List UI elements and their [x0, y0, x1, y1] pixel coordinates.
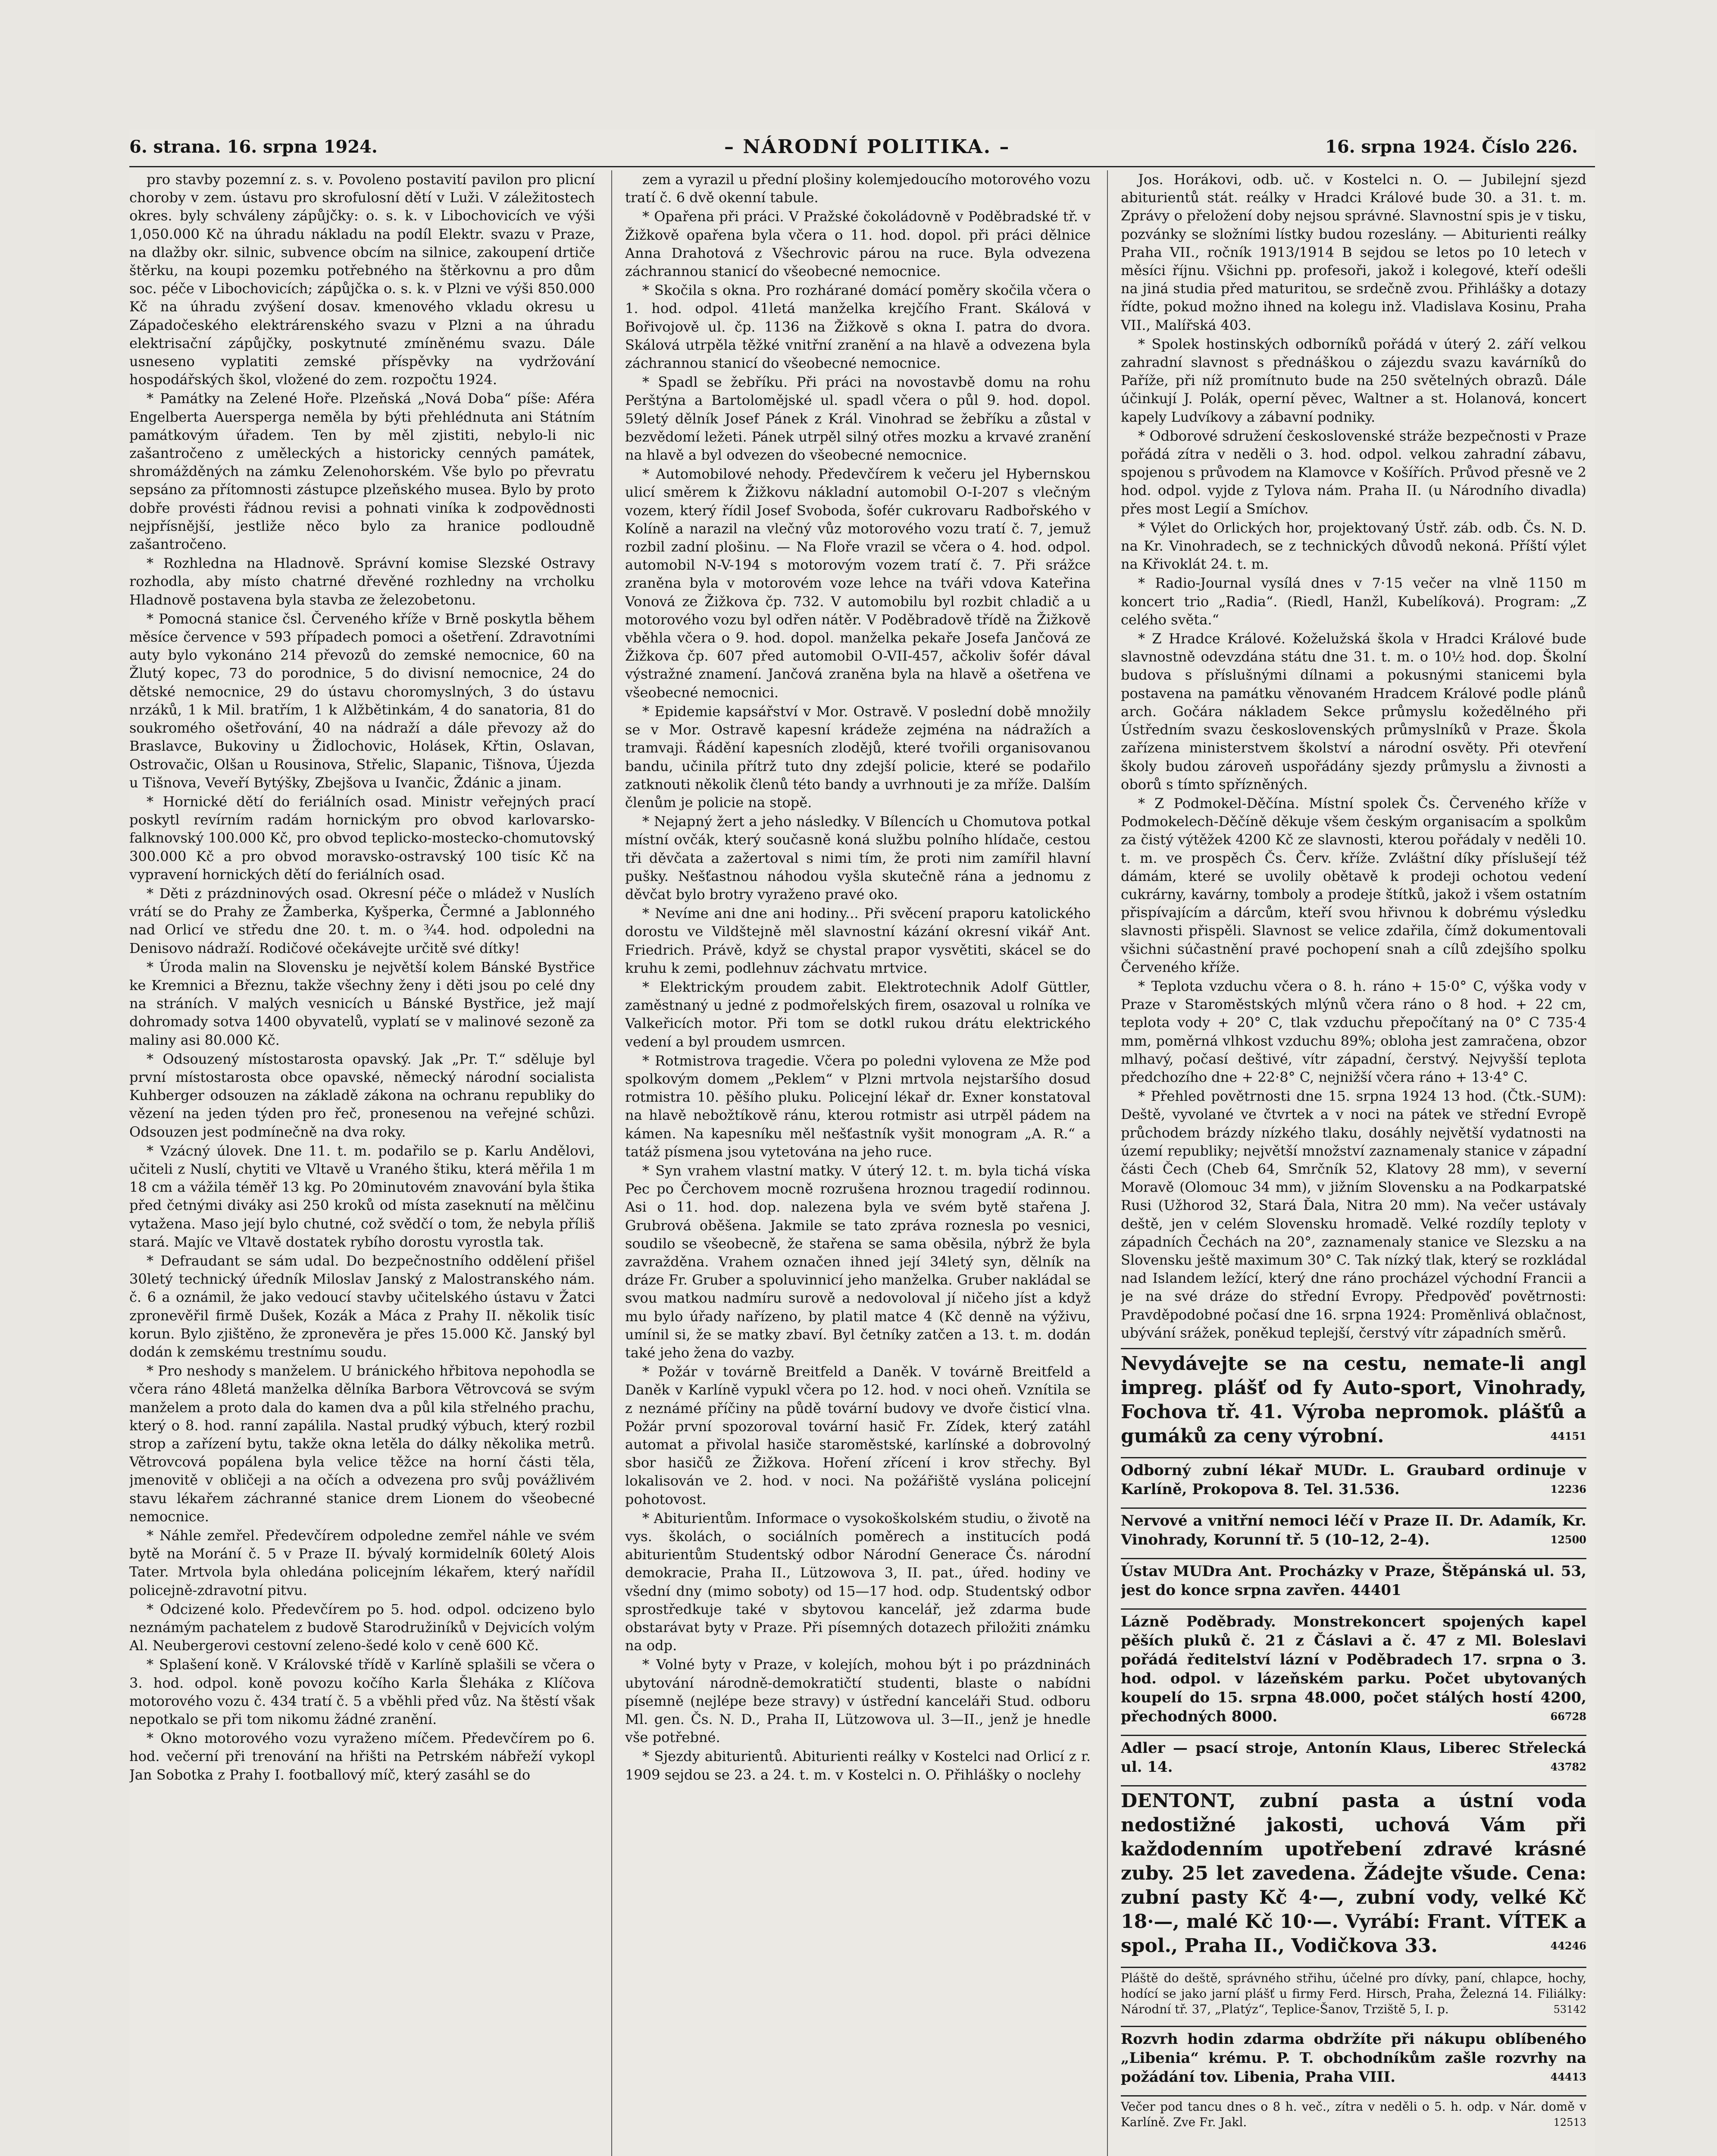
article-paragraph: * Spolek hostinských odborníků pořádá v úterý 2. září velkou zahradní slavnost s přednáškou o zájezdu svazu kavárníků do Paříže, při níž promítnuto bude na 250 světelných obrazů. Dále účinkují J. Polák, operní pěvec, Waltner a st. Holanová, koncert kapely Ludvíkovy a zábavní podniky. [1121, 335, 1586, 425]
article-paragraph: * Děti z prázdninových osad. Okresní péče o mládež v Nuslích vrátí se do Prahy ze Žamberka, Kyšperka, Čermné a Jablonného nad Orlicí ve středu dne 20. t. m. o ¾4. hod. odpoledni na Denisovo nádraží. Rodičové očekávejte určitě své dítky! [129, 885, 595, 956]
article-paragraph: * Požár v továrně Breitfeld a Daněk. V továrně Breitfeld a Daněk v Karlíně vypukl včera po 12. hod. v noci oheň. Vznítila se z neznámé příčiny na půdě tovární budovy ve dvoře čisticí vlna. Požár první spozoroval tovární hasič Fr. Zídek, který zatáhl automat a přivolal hasiče staroměstské, karlínské a dobrovolný sbor hasičů ze Žižkova. Hoření zřícení i krov střechy. Byl lokalisován ve 2. hod. v noci. Na požářiště vyslána policejní pohotovost. [625, 1363, 1091, 1507]
advertisement [1121, 1558, 1586, 1602]
advertisement [1121, 1785, 1586, 1961]
ad-text: Odborný zubní lékař MUDr. L. Graubard ordinuje v Karlíně, Prokopova 8. Tel. 31.536. [1121, 1462, 1586, 1498]
article-paragraph: * Okno motorového vozu vyraženo míčem. Předevčírem po 6. hod. večerní při trenování na hřišti na Petrském nábřeží vykopl Jan Sobotka z Prahy I. footballový míč, který zasáhl se do [129, 1730, 595, 1783]
article-paragraph: * Odcizené kolo. Předevčírem po 5. hod. odpol. odcizeno bylo neznámým pachatelem z budově Starodružiníků v Dejvicích volým Al. Neubergerovi cestovní zeleno-šedé kolo v ceně 600 Kč. [129, 1601, 595, 1654]
article-paragraph: * Teplota vzduchu včera o 8. h. ráno + 15·0° C, výška vody v Praze v Staroměstských mlýnů včera ráno o 8 hod. + 22 cm, teplota vody + 20° C, tlak vzduchu přepočítaný na 0° C 735·4 mm, poměrná vlhkost vzduchu 89%; obloha jest zamračena, obzor mlhavý, počasí deštivé, vítr západní, čerstvý. Nejvyšší teplota předchozího dne + 22·8° C, nejnižší včera ráno + 13·4° C. [1121, 978, 1586, 1085]
advertisement [1121, 2095, 1586, 2133]
masthead-title: – NÁRODNÍ POLITIKA. – [724, 135, 1010, 158]
article-paragraph: * Opařena při práci. V Pražské čokoládovně v Poděbradské tř. v Žižkově opařena byla včera o 11. hod. dopol. při práci dělnice Anna Drahotová z Všechrovic párou na ruce. Byla odvezena záchrannou stanicí do všeobecné nemocnice. [625, 208, 1091, 280]
article-paragraph: * Pro neshody s manželem. U bránického hřbitova nepohodla se včera ráno 48letá manželka dělníka Barbora Větrovcová se svým manželem a proto dala do kamen dva a půl kila střelného prachu, který o 8. hod. ranní zapálila. Nastal prudký výbuch, který rozbil strop a zařízení bytu, takže okna letěla do dálky několika metrů. Větrovcová popálena byla velice těžce na horní části těla, jmenovitě v obličeji a na očích a odvezena pro svůj povážlivém stavu lékařem záchranné stanice drem Lionem do všeobecné nemocnice. [129, 1363, 595, 1525]
article-paragraph: * Odsouzený místostarosta opavský. Jak „Pr. T.“ sděluje byl první místostarosta obce opavské, německý národní socialista Kuhberger odsouzen na základě zákona na ochranu republiky do vězení na jeden týden pro řeč, pronesenou na veřejné schůzi. Odsouzen jest podmínečně na dva roky. [129, 1050, 595, 1140]
article-paragraph: * Defraudant se sám udal. Do bezpečnostního oddělení přišel 30letý technický úředník Miloslav Janský z Malostranského nám. č. 6 a oznámil, že jako vedoucí stavby učitelského ústavu v Žatci zpronevěřil firmě Dušek, Kozák a Máca z Prahy II. několik tisíc korun. Bylo zjištěno, že zpronevěra je přes 15.000 Kč. Janský byl dodán k zemskému trestnímu soudu. [129, 1252, 595, 1360]
advertisement [1121, 2026, 1586, 2089]
article-paragraph: * Spadl se žebříku. Při práci na novostavbě domu na rohu Perštýna a Bartolomějské ul. spadl včera o půl 9. hod. dopol. 59letý dělník Josef Pánek z Král. Vinohrad se žebříku a zůstal v bezvědomí ležeti. Pánek utrpěl silný otřes mozku a krvavé zranění na hlavě a byl odvezen do všeobecné nemocnice. [625, 374, 1091, 464]
article-paragraph: * Abiturientům. Informace o vysokoškolském studiu, o životě na vys. školách, o sociálních poměrech a institucích podá abiturientům Studentský odbor Národní Generace Čs. národní demokracie, Praha II., Lützowova 3, II. pat., úřed. hodiny ve všední dny (mimo soboty) od 15—17 hod. odp. Studentský odbor sprostředkuje také v sbytovou kancelář, jež zdarma bude obstarávat byty v Praze. Při písemných dotazech přiložiti známku na odp. [625, 1510, 1091, 1654]
ad-text: Rozvrh hodin zdarma obdržíte při nákupu oblíbeného „Libenia“ krému. P. T. obchodníkům zašle rozvrhy na požádání tov. Libenia, Praha VIII. [1121, 2031, 1586, 2086]
article-paragraph: * Nevíme ani dne ani hodiny... Při svěcení praporu katolického dorostu ve Vildštejně měl slavnostní kázání okresní vikář Ant. Friedrich. Právě, když se chystal prapor vysvětiti, skácel se do kruhu k zemi, podlehnuv záchvatu mrtvice. [625, 905, 1091, 976]
article-paragraph: * Nejapný žert a jeho následky. V Bílencích u Chomutova potkal místní ovčák, který současně koná službu polního hlídače, cestou tři děvčata a zažertoval s nimi tím, že proti nim zamířil hlavní pušky. Nešťastnou náhodou vyšla skutečně rána a jednomu z děvčat bylo brotry vyraženo pravé oko. [625, 813, 1091, 903]
article-paragraph: * Výlet do Orlických hor, projektovaný Ústř. záb. odb. Čs. N. D. na Kr. Vinohradech, se z technických důvodů nekoná. Příští výlet na Křivoklát 24. t. m. [1121, 519, 1586, 573]
article-paragraph: * Automobilové nehody. Předevčírem k večeru jel Hybernskou ulicí směrem k Žižkovu nákladní automobil O-I-207 s vlečným vozem, který řídil Josef Svoboda, šofér cukrovaru Radbořského v Kolíně a narazil na vlečný vůz motorového vozu tratí č. 7, jemuž rozbil zadní plošinu. — Na Floře vrazil se včera o 4. hod. odpol. automobil N-V-194 s motorovým vozem tratí č. 7. Při srážce zraněna byla v motorovém voze lehce na tváři vdova Kateřina Vonová ze Žižkova čp. 732. V automobilu byl rozbit chladič a u motorového vozu byl odřen nátěr. V Poděbradově třídě na Žižkově vběhla včera o 9. hod. dopol. manželka pekaře Josefa Jančová ze Žižkova čp. 607 před automobil O-VII-457, ačkoliv šofér dával výstražné znamení. Jančová zraněna byla na hlavě a ošetřena ve všeobecné nemocnici. [625, 466, 1091, 701]
article-paragraph: * Přehled povětrnosti dne 15. srpna 1924 13 hod. (Čtk.-SUM): Deště, vyvolané ve čtvrtek a v noci na pátek ve střední Evropě průchodem brázdy nízkého tlaku, dosáhly největší vydatnosti na území republiky; největší množství zaznamenaly stanice v západní části Čech (Cheb 64, Smrčník 52, Klatovy 28 mm), v severní Moravě (Olomouc 34 mm), v jižním Slovensku a na Podkarpatské Rusi (Užhorod 32, Stará Ďala, Nitra 20 mm). Na večer ustávaly deště, jen v celém Slovensku hromadě. Velké rozdíly teploty v západních Čechách na 20°, zaznamenaly stanice ve Slezsku a na Slovensku ještě maximum 30° C. Tak nízký tlak, který se rozkládal nad Islandem ležící, který dne ráno procházel východní Francii a je na své dráze do střední Evropy. Předpověď povětrnosti: Pravděpodobné počasí dne 16. srpna 1924: Proměnlivá oblačnost, ubývání srážek, poněkud teplejší, čerstvý vítr západních směrů. [1121, 1088, 1586, 1341]
article-paragraph: * Rozhledna na Hladnově. Správní komise Slezské Ostravy rozhodla, aby místo chatrné dřevěné rozhledny na vrcholku Hladnově postavena byla stavba ze železobetonu. [129, 555, 595, 608]
ad-code: 44246 [1550, 1940, 1586, 1952]
advertisements [1121, 1348, 1586, 2133]
article-paragraph: * Odborové sdružení československé stráže bezpečnosti v Praze pořádá zítra v neděli o 3. hod. odpol. velkou zahradní zábavu, spojenou s průvodem na Klamovce v Košířích. Průvod přesně ve 2 hod. odpol. vyjde z Tylova nám. Praha II. (u Národního divadla) přes most Legií a Smíchov. [1121, 427, 1586, 517]
advertisement [1121, 1348, 1586, 1451]
header-left: 6. strana. 16. srpna 1924. [129, 136, 378, 157]
article-paragraph: * Skočila s okna. Pro rozhárané domácí poměry skočila včera o 1. hod. odpol. 41letá manželka krejčího Frant. Skálová v Bořivojově ul. čp. 1136 na Žižkově s okna I. patra do dvora. Skálová utrpěla těžké vnitřní zranění a na hlavě a odvezena byla záchrannou stanicí do všeobecné nemocnice. [625, 282, 1091, 372]
ad-code: 43782 [1550, 1761, 1586, 1773]
ad-text: DENTONT, zubní pasta a ústní voda nedostižné jakosti, uchová Vám při každodenním upotřebení zdravé krásné zuby. 25 let zavedena. Žádejte všude. Cena: zubní pasty Kč 4·—, zubní vody, velké Kč 18·—, malé Kč 10·—. Vyrábí: Frant. VÍTEK a spol., Praha II., Vodičkova 33. [1121, 1790, 1586, 1957]
article-paragraph: * Splašení koně. V Královské třídě v Karlíně splašili se včera o 3. hod. odpol. koně povozu kočího Karla Šleháka z Klíčova motorového vozu č. 434 tratí č. 5 a vběhli před vůz. Na štěstí však nepotkalo se při tom nikomu žádné zranění. [129, 1656, 595, 1728]
advertisement [1121, 1967, 1586, 2020]
ad-code: 66728 [1550, 1710, 1586, 1723]
ad-text: Adler — psací stroje, Antonín Klaus, Liberec Střelecká ul. 14. [1121, 1739, 1586, 1776]
article-paragraph: pro stavby pozemní z. s. v. Povoleno postavití pavilon pro plicní choroby v zem. ústavu pro skrofulosní dětí v Luži. V záležitostech okres. byly schváleny zápůjčky: o. s. k. v Libochovicích ve výši 1,050.000 Kč na úhradu nákladu na podíl Elektr. svazu v Praze, na dlažby okr. silnic, subvence obcím na silnice, zakoupení drtiče štěrku, na koupi pozemku potřebného na štěrkovnu a pro dům soc. péče v Libochovicích; zápůjčka o. s. k. v Plzni ve výši 850.000 Kč na úhradu zvýšení dosav. kmenového vkladu okresu u Západočeského elektrárenského svazu v Plzni a na úhradu elektrisační zápůjčky, poskytnuté zmíněnému svazu. Dále usneseno vyplatiti zemské příspěvky na vydržování hospodářských škol, vložené do zem. rozpočtu 1924. [129, 171, 595, 388]
ad-text: Pláště do deště, správného střihu, účelné pro dívky, paní, chlapce, hochy, hodící se jako jarní plášť u firmy Ferd. Hirsch, Praha, Železná 14. Filiálky: Národní tř. 37, „Platýz“, Teplice-Šanov, Trziště 5, I. p. [1121, 1971, 1586, 2016]
article-paragraph: * Z Podmokel-Děčína. Místní spolek Čs. Červeného kříže v Podmokelech-Děčíně děkuje všem českým organisacím a spolkům za čistý výtěžek 4200 Kč ze slavnosti, kterou pořádaly v neděli 10. t. m. ve prospěch Čs. Červ. kříže. Zvláštní díky příslušejí též dámám, které se uvolily obětavě k prodeji ochotou vedení cukrárny, kavárny, tomboly a prodeje štítků, jakož i všem ostatním přispívajícím a dárcům, kteří svou hřivnou k dobrému výsledku slavnosti přispěli. Slavnost se velice zdařila, čímž dokumentovali všichni súčastnění pravé pochopení snah a cílů zdejšího spolku Červeného kříže. [1121, 795, 1586, 975]
ad-text: Nevydávejte se na cestu, nemate-li angl impreg. plášť od fy Auto-sport, Vinohrady, Fochova tř. 41. Výroba nepromok. plášťů a gumáků za ceny výrobní. [1121, 1353, 1586, 1447]
newspaper-page [129, 129, 1595, 2156]
article-paragraph: * Náhle zemřel. Předevčírem odpoledne zemřel náhle ve svém bytě na Morání č. 5 v Praze II. bývalý kormidelník 60letý Alois Tater. Mrtvola byla ohledána policejním lékařem, který nařídil policejně-zdravotní pitvu. [129, 1527, 595, 1598]
advertisement [1121, 1507, 1586, 1552]
advertisement [1121, 1608, 1586, 1729]
article-paragraph: * Epidemie kapsářství v Mor. Ostravě. V poslední době množily se v Mor. Ostravě kapesní krádeže zejména na nádražích a tramvaji. Řádění kapesních zlodějů, které tvořili organisovanou bandu, učinila přítrž tuto dny zdejší policie, které se podařilo zatknouti několik členů této bandy a uvrhnouti je za mříže. Dalším členům je policie na stopě. [625, 703, 1091, 811]
advertisement [1121, 1457, 1586, 1501]
article-paragraph: zem a vyrazil u přední plošiny kolemjedoucího motorového vozu tratí č. 6 dvě okenní tabule. [625, 171, 1091, 206]
ad-code: 12236 [1550, 1483, 1586, 1495]
article-paragraph: * Hornické dětí do feriálních osad. Ministr veřejných prací poskytl revírním radám hornickým pro obvod karlovarsko-falknovský 100.000 Kč, pro obvod teplicko-mostecko-chomutovský 300.000 Kč a pro obvod moravsko-ostravský 100 tisíc Kč na vypravení hornických dětí do feriálních osad. [129, 793, 595, 883]
article-paragraph: * Sjezdy abiturientů. Abiturienti reálky v Kostelci nad Orlicí z r. 1909 sejdou se 23. a 24. t. m. v Kostelci n. O. Přihlášky o noclehy [625, 1748, 1091, 1783]
article-paragraph: Jos. Horákovi, odb. uč. v Kostelci n. O. — Jubilejní sjezd abiturientů stát. reálky v Hradci Králové bude 30. a 31. t. m. Zprávy o přeložení doby nejsou správné. Slavnostní spis je v tisku, pozvánky se složními lístky budou rozeslány. — Abiturienti reálky Praha VII., ročník 1913/1914 B sejdou se letos po 10 letech v měsíci říjnu. Všichni pp. profesoři, jakož i kolegové, kteří odešli na jiná studia před maturitou, se srdečně zvou. Přihlášky a dotazy řídte, pokud možno ihned na kolegu inž. Vladislava Kosinu, Praha VII., Malířská 403. [1121, 171, 1586, 333]
ad-code: 12500 [1550, 1533, 1586, 1546]
article-paragraph: * Radio-Journal vysílá dnes v 7·15 večer na vlně 1150 m koncert trio „Radia“. (Riedl, Hanžl, Kubelíková). Program: „Z celého světa.“ [1121, 575, 1586, 628]
ad-text: Ústav MUDra Ant. Procházky v Praze, Štěpánská ul. 53, jest do konce srpna zavřen. 44401 [1121, 1563, 1586, 1599]
article-paragraph: * Elektrickým proudem zabit. Elektrotechnik Adolf Güttler, zaměstnaný u jedné z podmořelských firem, osazoval u rolníka ve Valkeřicích motor. Při tom se dotkl rukou drátu elektrického vedení a byl proudem usmrcen. [625, 978, 1091, 1050]
ad-code: 44151 [1550, 1430, 1586, 1442]
column-3 [1121, 170, 1586, 2156]
column-divider [1107, 170, 1108, 2156]
article-paragraph: * Syn vrahem vlastní matky. V úterý 12. t. m. byla tichá víska Pec po Čerchovem mocně rozrušena hroznou tragedií rodinnou. Asi o 11. hod. dop. nalezena byla ve svém bytě stařena J. Grubrová oběšena. Jakmile se tato zpráva roznesla po vesnici, soudilo se všeobecně, že stařena se sama oběsila, nýbrž že byla zavražděna. Vrahem označen ihned její 34letý syn, dělník na dráze Fr. Gruber a spoluvinnicí jeho manželka. Gruber nakládal se svou matkou nadmíru surově a nedovoloval jí ničeho jíst a když mu bylo úřady nařízeno, by platil matce 4 (Kč denně na výživu, umínil si, že se matky zbaví. Byl četníky zatčen a 13. t. m. dodán také jeho žena do vazby. [625, 1162, 1091, 1361]
article-paragraph: * Úroda malin na Slovensku je největší kolem Bánské Bystřice ke Kremnici a Březnu, takže všechny ženy i děti jsou po celé dny na stráních. V malých vesnicích u Bánské Bystřice, jež mají dohromady sotva 1400 obyvatelů, vyplatí se v malinové sezoně za maliny asi 80.000 Kč. [129, 959, 595, 1048]
ad-text: Nervové a vnitřní nemoci léčí v Praze II. Dr. Adamík, Kr. Vinohrady, Korunní tř. 5 (10–12, 2–4). [1121, 1512, 1586, 1548]
article-paragraph: * Pomocná stanice čsl. Červeného kříže v Brně poskytla během měsíce července v 593 případech pomoci a ošetření. Zdravotními auty bylo vykonáno 214 převozů do zemské nemocnice, 60 na Žlutý kopec, 73 do porodnice, 5 do divisní nemocnice, 24 do dětské nemocnice, 29 do ústavu choromyslných, 3 do ústavu nrzáků, 1 k Mil. bratřím, 1 k Alžbětinkám, 4 do sanatoria, 81 do soukromého ošetřování, 40 na nádraží a dále převozy až do Braslavce, Bukoviny u Židlochovic, Holásek, Křtin, Oslavan, Ostrovačic, Olšan u Rousinova, Střelic, Slapanic, Tišnova, Újezda u Tišnova, Veveří Bytýšky, Zbejšova u Ivančic, Ždánic a jinam. [129, 610, 595, 791]
ad-text: Večer pod tancu dnes o 8 h. več., zítra v neděli o 5. h. odp. v Nár. domě v Karlíně. Zve Fr. Jakl. [1121, 2100, 1586, 2129]
column-divider [611, 170, 612, 2156]
ad-code: 53142 [1553, 2003, 1586, 2015]
ad-text: Lázně Poděbrady. Monstrekoncert spojených kapel pěších pluků č. 21 z Čáslavi a č. 47 z Ml. Boleslavi pořádá ředitelství lázní v Poděbradech 17. srpna o 3. hod. odpol. v lázeňském parku. Počet ubytovaných koupelí do 15. srpna 48.000, počet stálých hostí 4200, přechodných 8000. [1121, 1613, 1586, 1725]
advertisement [1121, 1735, 1586, 1779]
column-2 [625, 170, 1091, 2156]
ad-code: 12513 [1553, 2116, 1586, 2128]
article-paragraph: * Rotmistrova tragedie. Včera po poledni vylovena ze Mže pod spolkovým domem „Peklem“ v Plzni mrtvola nejstaršího dosud rotmistra 10. pěšího pluku. Policejní lékař dr. Exner konstatoval na hlavě nebožtíkově ránu, kterou rotmistr asi utrpěl pádem na kámen. Na kapesníku měl nešťastník vyšit monogram „A. R.“ a tatáž písmena jsou vytetována na jeho ruce. [625, 1052, 1091, 1160]
header-right: 16. srpna 1924. Číslo 226. [1325, 136, 1578, 157]
article-paragraph: * Památky na Zelené Hoře. Plzeňská „Nová Doba“ píše: Aféra Engelberta Auersperga neměla by býti přehlédnuta ani Státním památkovým úřadem. Ten by měl zjistiti, nebylo-li nic zašantročeno z uměleckých a historicky cenných památek, shromážděných na zámku Zelenohorském. Vše bylo po převratu sepsáno za přítomnosti zástupce plzeňského musea. Bylo by proto dobře provésti řádnou revisi a pohnati viníka k zodpovědnosti nejpřísnější, jestliže něco bylo za hranice podloudně zašantročeno. [129, 390, 595, 553]
header-rule [129, 166, 1595, 167]
ad-code: 44413 [1550, 2071, 1586, 2083]
column-1 [129, 170, 595, 2156]
article-paragraph: * Z Hradce Králové. Koželužská škola v Hradci Králové bude slavnostně odevzdána státu dne 31. t. m. o 10½ hod. dop. Školní budova s příslušnými dílnami a pokusnými stanicemi byla postavena na památku věnovaném Hradcem Králové podle plánů arch. Gočára nákladem Sekce průmyslu kožedělného při Ústředním svazu československých průmyslníků v Praze. Škola zařízena ministerstvem školství a národní osvěty. Při otevření školy budou zároveň uspořádány sjezdy průmyslu a živnosti a oborů s tímto spřízněných. [1121, 630, 1586, 793]
article-paragraph: * Volné byty v Praze, v kolejích, mohou být i po prázdninách ubytování národně-demokratičtí studenti, blaste o nabídni písemně (nejlépe beze stravy) v ústřední kanceláři Stud. odboru Ml. gen. Čs. N. D., Praha II, Lützowova ul. 3—II., jenž je hnedle vše potřebné. [625, 1656, 1091, 1746]
page-header [129, 129, 1595, 164]
article-paragraph: * Vzácný úlovek. Dne 11. t. m. podařilo se p. Karlu Andělovi, učiteli z Nuslí, chytiti ve Vltavě u Vraného štiku, která měřila 1 m 18 cm a vážila téměř 13 kg. Po 20minutovém znavování byla štika před četnými diváky asi 250 kroků od místa zaseknutí na mělčinu vytažena. Maso její bylo chutné, což svědčí o tom, že nebyla příliš stará. Majíc ve Vltavě dostatek rybího dorostu vyrostla tak. [129, 1142, 595, 1250]
